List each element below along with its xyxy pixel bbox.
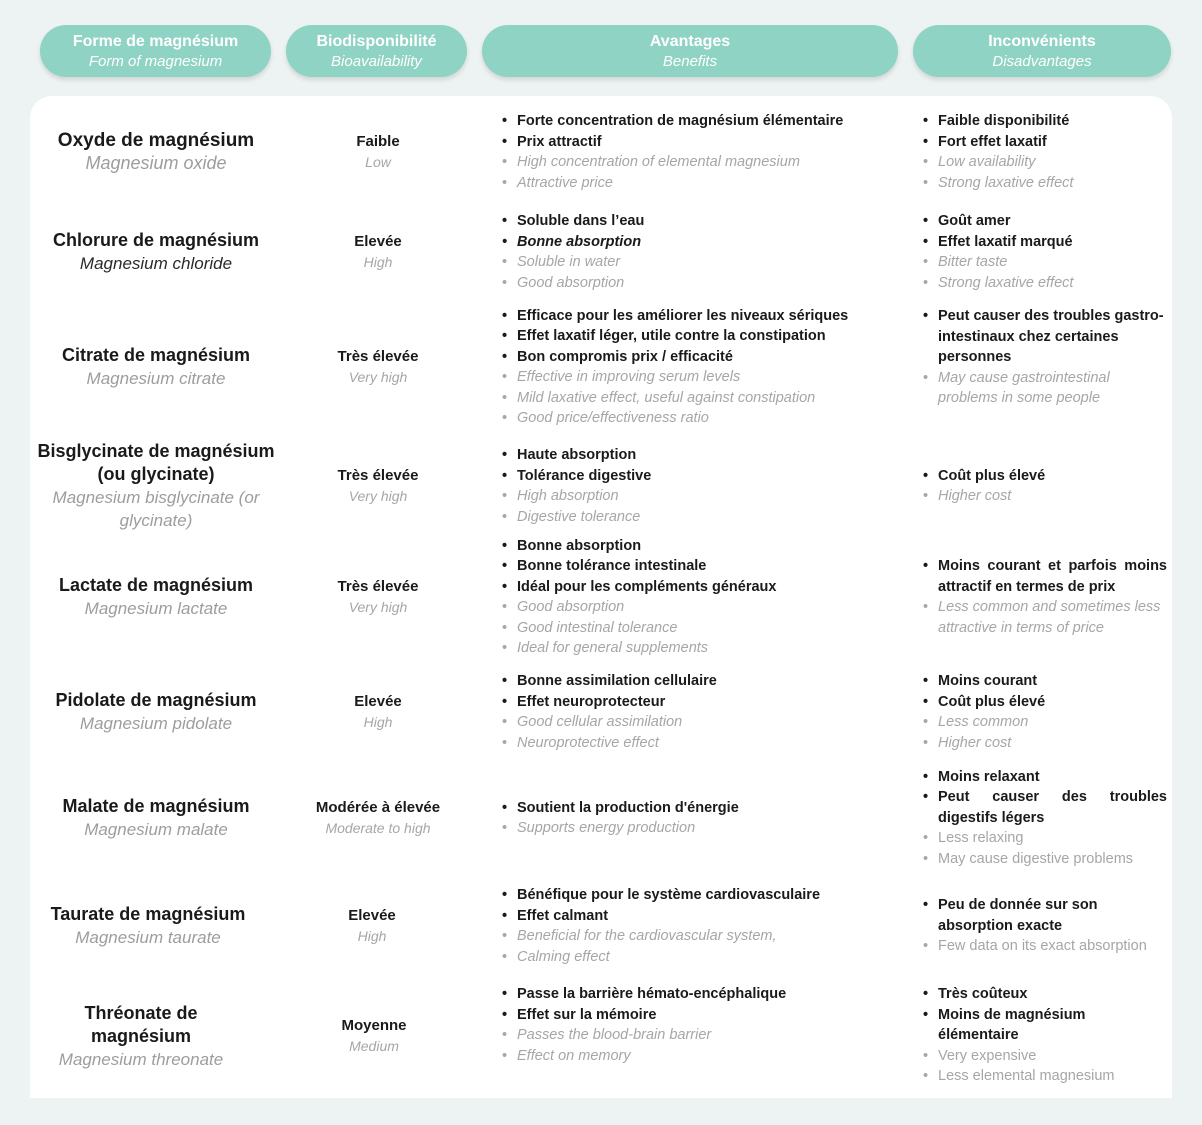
- benefits-cell: [500, 104, 900, 200]
- disadvantage-item-en: • Very expensive: [921, 1046, 1167, 1067]
- bio-fr: Elevée: [354, 693, 402, 710]
- disadvantage-item: • Moins de magnésium élémentaire: [921, 1005, 1167, 1046]
- benefit-item-en: • Good absorption: [500, 273, 900, 294]
- disadvantages-list: [921, 671, 1167, 753]
- disadvantage-item-en: • Strong laxative effect: [921, 173, 1167, 194]
- form-cell: [30, 878, 266, 974]
- disadvantages-cell: [921, 664, 1167, 760]
- form-cell: [30, 664, 282, 760]
- benefits-cell: [500, 438, 900, 534]
- disadvantages-cell: [921, 984, 1167, 1088]
- benefits-list: [500, 111, 900, 193]
- benefits-cell: [500, 304, 900, 430]
- disadvantage-item: • Moins courant: [921, 671, 1167, 692]
- disadvantage-item: • Faible disponibilité: [921, 111, 1167, 132]
- benefit-item-en: • Ideal for general supplements: [500, 638, 900, 659]
- benefit-item-en: • Good absorption: [500, 597, 900, 618]
- header-disadvantages: [913, 25, 1171, 77]
- benefit-item-en: • Effect on memory: [500, 1046, 900, 1067]
- benefits-list: [500, 536, 900, 659]
- form-name-en: Magnesium citrate: [86, 369, 226, 388]
- disadvantage-item-en: • Low availability: [921, 152, 1167, 173]
- benefit-item: • Effet sur la mémoire: [500, 1005, 900, 1026]
- table-row: [0, 878, 1202, 974]
- disadvantage-item-en: • May cause digestive problems: [921, 849, 1167, 870]
- benefit-item: • Tolérance digestive: [500, 466, 900, 487]
- form-name-en: Magnesium malate: [84, 820, 228, 839]
- disadvantage-item: • Peut causer des troubles gastro-intestinaux chez certaines personnes: [921, 306, 1167, 368]
- benefits-cell: [500, 204, 900, 300]
- bio-fr: Très élevée: [337, 578, 419, 595]
- disadvantage-item: • Fort effet laxatif: [921, 132, 1167, 153]
- benefit-item-en: • Digestive tolerance: [500, 507, 900, 528]
- benefits-cell: [500, 984, 900, 1088]
- disadvantage-item-en: • Strong laxative effect: [921, 273, 1167, 294]
- benefits-list: [500, 671, 900, 753]
- bio-fr: Modérée à élevée: [315, 799, 441, 816]
- table-row: [0, 304, 1202, 430]
- disadvantage-item-en: • May cause gastrointestinal problems in some people: [921, 368, 1167, 409]
- header-bio-fr: Biodisponibilité: [316, 32, 437, 50]
- bio-cell: [288, 664, 468, 760]
- benefit-item-en: • Calming effect: [500, 947, 900, 968]
- benefit-item: • Bonne assimilation cellulaire: [500, 671, 900, 692]
- benefit-item: • Bon compromis prix / efficacité: [500, 347, 900, 368]
- disadvantage-item-en: • Less common and sometimes less attractive in terms of price: [921, 597, 1167, 638]
- header-form: [40, 25, 271, 77]
- benefits-list: [500, 445, 900, 527]
- form-name-en: Magnesium taurate: [75, 928, 221, 947]
- benefit-item: • Efficace pour les améliorer les niveaux sériques: [500, 306, 900, 327]
- table-row: [0, 104, 1202, 200]
- bio-en: High: [357, 928, 387, 944]
- disadvantage-item: • Très coûteux: [921, 984, 1167, 1005]
- benefit-item-en: • Beneficial for the cardiovascular system,: [500, 926, 900, 947]
- bio-cell: [288, 438, 468, 534]
- benefit-item: • Forte concentration de magnésium élémentaire: [500, 111, 900, 132]
- table-header: [0, 0, 1202, 90]
- form-cell: [30, 304, 282, 430]
- disadvantage-item: • Effet laxatif marqué: [921, 232, 1167, 253]
- benefit-item: • Bonne tolérance intestinale: [500, 556, 900, 577]
- disadvantage-item: • Coût plus élevé: [921, 466, 1167, 487]
- benefit-item-en: • Neuroprotective effect: [500, 733, 900, 754]
- disadvantages-cell: [921, 438, 1167, 534]
- disadvantages-list: [921, 556, 1167, 638]
- benefit-item-en: • Attractive price: [500, 173, 900, 194]
- disadvantages-cell: [921, 766, 1167, 870]
- bio-cell: [288, 534, 468, 660]
- form-cell: [30, 104, 282, 200]
- table-row: [0, 664, 1202, 760]
- benefit-item-en: • Supports energy production: [500, 818, 900, 839]
- benefits-list: [500, 306, 900, 429]
- disadvantages-cell: [921, 204, 1167, 300]
- disadvantage-item-en: • Higher cost: [921, 486, 1167, 507]
- table-row: [0, 984, 1202, 1088]
- benefit-item: • Soutient la production d'énergie: [500, 798, 900, 819]
- form-name-fr: Bisglycinate de magnésium (ou glycinate): [37, 441, 275, 484]
- form-name-fr: Chlorure de magnésium: [52, 230, 260, 250]
- bio-cell: [288, 104, 468, 200]
- benefit-item-en: • Soluble in water: [500, 252, 900, 273]
- benefits-list: [500, 211, 900, 293]
- disadvantage-item: • Goût amer: [921, 211, 1167, 232]
- disadvantage-item-en: • Less relaxing: [921, 828, 1167, 849]
- form-name-en: Magnesium threonate: [58, 1049, 224, 1069]
- header-benefits-en: Benefits: [662, 52, 718, 70]
- disadvantages-list: [921, 767, 1167, 870]
- disadvantage-item: • Peut causer des troubles digestifs légers: [921, 787, 1167, 828]
- form-name-fr: Oxyde de magnésium: [57, 130, 255, 151]
- bio-fr: Très élevée: [337, 348, 419, 365]
- bio-fr: Très élevée: [337, 467, 419, 484]
- disadvantage-item: • Moins relaxant: [921, 767, 1167, 788]
- table-row: [0, 438, 1202, 534]
- benefit-item-en: • Mild laxative effect, useful against constipation: [500, 388, 900, 409]
- disadvantages-list: [921, 466, 1167, 507]
- benefits-list: [500, 885, 900, 967]
- disadvantages-list: [921, 895, 1167, 957]
- benefit-item-en: • Effective in improving serum levels: [500, 367, 900, 388]
- bio-en: Moderate to high: [325, 820, 431, 836]
- bio-en: High: [363, 254, 393, 270]
- benefit-item: • Prix attractif: [500, 132, 900, 153]
- disadvantages-cell: [921, 104, 1167, 200]
- disadvantage-item: • Coût plus élevé: [921, 692, 1167, 713]
- disadvantages-cell: [921, 534, 1167, 660]
- form-name-en: Magnesium bisglycinate (or glycinate): [52, 488, 260, 530]
- benefits-cell: [500, 766, 900, 870]
- bio-cell: [284, 984, 464, 1088]
- benefit-item: • Effet neuroprotecteur: [500, 692, 900, 713]
- form-name-en: Magnesium oxide: [85, 153, 227, 173]
- bio-fr: Elevée: [354, 233, 402, 250]
- benefits-cell: [500, 664, 900, 760]
- bio-cell: [288, 766, 468, 870]
- bio-cell: [288, 204, 468, 300]
- form-name-en: Magnesium pidolate: [79, 714, 233, 733]
- header-form-fr: Forme de magnésium: [72, 32, 239, 50]
- form-cell: [30, 534, 282, 660]
- table-row: [0, 534, 1202, 660]
- benefits-cell: [500, 534, 900, 660]
- header-bio-en: Bioavailability: [331, 52, 422, 70]
- disadvantages-cell: [921, 878, 1167, 974]
- disadvantages-list: [921, 306, 1167, 409]
- benefits-cell: [500, 878, 900, 974]
- disadvantage-item: • Moins courant et parfois moins attractif en termes de prix: [921, 556, 1167, 597]
- table-row: [0, 204, 1202, 300]
- header-dis-en: Disadvantages: [992, 52, 1092, 70]
- bio-cell: [282, 878, 462, 974]
- benefit-item: • Bonne absorption: [500, 232, 900, 253]
- form-cell: [30, 204, 282, 300]
- bio-en: Very high: [348, 599, 408, 615]
- benefits-list: [500, 984, 900, 1066]
- benefit-item-en: • Good cellular assimilation: [500, 712, 900, 733]
- disadvantage-item: • Peu de donnée sur son absorption exacte: [921, 895, 1167, 936]
- disadvantage-item-en: • Higher cost: [921, 733, 1167, 754]
- header-benefits: [482, 25, 898, 77]
- disadvantages-list: [921, 984, 1167, 1087]
- benefits-list: [500, 798, 900, 839]
- disadvantage-item-en: • Less common: [921, 712, 1167, 733]
- bio-fr: Moyenne: [341, 1017, 407, 1034]
- form-name-en: Magnesium lactate: [84, 599, 228, 618]
- benefit-item-en: • Good intestinal tolerance: [500, 618, 900, 639]
- form-name-fr: Thréonate de magnésium: [84, 1002, 198, 1046]
- benefit-item-en: • Passes the blood-brain barrier: [500, 1025, 900, 1046]
- disadvantages-list: [921, 111, 1167, 193]
- benefit-item: • Haute absorption: [500, 445, 900, 466]
- form-cell: [30, 438, 282, 534]
- disadvantage-item-en: • Bitter taste: [921, 252, 1167, 273]
- disadvantage-item-en: • Few data on its exact absorption: [921, 936, 1167, 957]
- benefit-item: • Soluble dans l’eau: [500, 211, 900, 232]
- form-cell: [30, 766, 282, 870]
- bio-en: High: [363, 714, 393, 730]
- bio-cell: [288, 304, 468, 430]
- benefit-item-en: • High concentration of elemental magnesium: [500, 152, 900, 173]
- table-row: [0, 766, 1202, 870]
- benefit-item: • Effet calmant: [500, 906, 900, 927]
- header-dis-fr: Inconvénients: [988, 32, 1096, 50]
- form-cell: [30, 984, 252, 1088]
- disadvantages-list: [921, 211, 1167, 293]
- benefit-item-en: • High absorption: [500, 486, 900, 507]
- benefit-item: • Bonne absorption: [500, 536, 900, 557]
- benefit-item: • Idéal pour les compléments généraux: [500, 577, 900, 598]
- bio-en: Very high: [348, 488, 408, 504]
- form-name-fr: Taurate de magnésium: [50, 904, 246, 924]
- form-name-fr: Lactate de magnésium: [58, 575, 254, 595]
- bio-en: Low: [365, 154, 391, 170]
- disadvantage-item-en: • Less elemental magnesium: [921, 1066, 1167, 1087]
- benefit-item: • Passe la barrière hémato-encéphalique: [500, 984, 900, 1005]
- benefit-item: • Bénéfique pour le système cardiovasculaire: [500, 885, 900, 906]
- bio-fr: Faible: [356, 133, 400, 150]
- bio-en: Medium: [349, 1038, 399, 1054]
- benefit-item: • Effet laxatif léger, utile contre la constipation: [500, 326, 900, 347]
- form-name-fr: Malate de magnésium: [62, 796, 250, 816]
- form-name-en: Magnesium chloride: [79, 254, 233, 273]
- bio-en: Very high: [348, 369, 408, 385]
- benefit-item-en: • Good price/effectiveness ratio: [500, 408, 900, 429]
- header-form-en: Form of magnesium: [88, 52, 223, 70]
- header-benefits-fr: Avantages: [649, 32, 731, 50]
- bio-fr: Elevée: [348, 907, 396, 924]
- header-bioavailability: [286, 25, 467, 77]
- disadvantages-cell: [921, 304, 1167, 432]
- form-name-fr: Pidolate de magnésium: [55, 690, 257, 710]
- form-name-fr: Citrate de magnésium: [61, 345, 251, 365]
